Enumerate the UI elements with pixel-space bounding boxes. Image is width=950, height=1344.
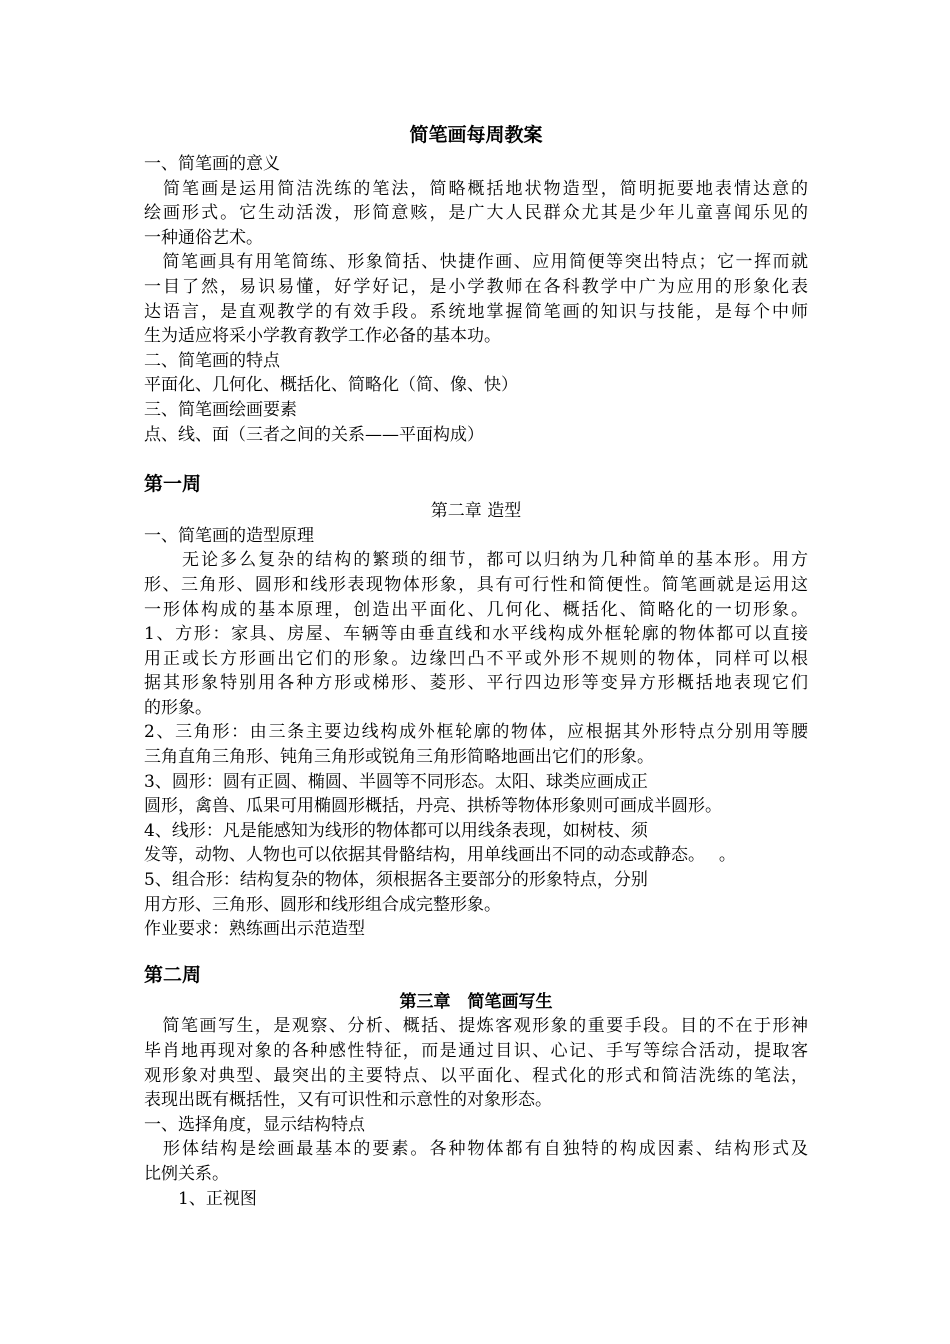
chapter-heading: 第二章 造型 <box>430 501 522 522</box>
spacer <box>144 447 808 469</box>
paragraph-line: 据其形象特别用各种方形或梯形、菱形、平行四边形等变异方形概括地表现它们 <box>144 673 808 694</box>
paragraph-line: 简笔画写生，是观察、分析、概括、提炼客观形象的重要手段。目的不在于形神 <box>144 1016 808 1037</box>
paragraph-line: 表现出既有概括性，又有可识性和示意性的对象形态。 <box>144 1090 552 1111</box>
document-title: 简笔画每周教案 <box>409 124 543 146</box>
subsection-heading: 1、正视图 <box>144 1188 257 1209</box>
paragraph-line: 点、线、面（三者之间的关系——平面构成） <box>144 424 484 445</box>
paragraph-line: 比例关系。 <box>144 1163 229 1184</box>
paragraph-line: 一种通俗艺术。 <box>144 227 263 248</box>
paragraph-line: 的形象。 <box>144 697 212 718</box>
paragraph-line: 平面化、几何化、概括化、简略化（简、像、快） <box>144 375 518 396</box>
paragraph-line: 2、三角形：由三条主要边线构成外框轮廓的物体，应根据其外形特点分别用等腰 <box>144 722 808 743</box>
assignment-line: 作业要求：熟练画出示范造型 <box>144 919 365 940</box>
week-heading: 第二周 <box>144 963 202 986</box>
spacer <box>144 942 808 960</box>
paragraph-line: 一目了然，易识易懂，好学好记，是小学教师在各科教学中广为应用的形象化表 <box>144 276 808 297</box>
paragraph-line: 形体结构是绘画最基本的要素。各种物体都有自独特的构成因素、结构形式及 <box>144 1139 808 1160</box>
paragraph-line: 简笔画具有用笔简练、形象简括、快捷作画、应用简便等突出特点；它一挥而就 <box>144 252 808 273</box>
paragraph-line: 4、线形：凡是能感知为线形的物体都可以用线条表现，如树枝、须 <box>144 820 648 841</box>
paragraph-line: 圆形，禽兽、瓜果可用椭圆形概括，丹亮、拱桥等物体形象则可画成半圆形。 <box>144 796 722 817</box>
paragraph-line: 形、三角形、圆形和线形表现物体形象，具有可行性和简便性。简笔画就是运用这 <box>144 574 808 595</box>
section-heading: 一、选择角度，显示结构特点 <box>144 1114 365 1135</box>
paragraph-line: 发等，动物、人物也可以依据其骨骼结构，用单线画出不同的动态或静态。 。 <box>144 845 736 866</box>
paragraph-line: 达语言，是直观教学的有效手段。系统地掌握简笔画的知识与技能，是每个中师 <box>144 301 808 322</box>
paragraph-line: 观形象对典型、最突出的主要特点、以平面化、程式化的形式和简洁洗练的笔法， <box>144 1065 808 1086</box>
paragraph-line: 用正或长方形画出它们的形象。边缘凹凸不平或外形不规则的物体，同样可以根 <box>144 648 808 669</box>
paragraph-line: 毕肖地再现对象的各种感性特征，而是通过目识、心记、手写等综合活动，提取客 <box>144 1041 808 1061</box>
section-heading: 一、简笔画的造型原理 <box>144 525 314 546</box>
paragraph-line: 一形体构成的基本原理，创造出平面化、几何化、概括化、简略化的一切形象。 <box>144 599 808 620</box>
paragraph-line: 简笔画是运用简洁洗练的笔法，简略概括地状物造型，简明扼要地表情达意的 <box>144 178 808 199</box>
paragraph-line: 5、组合形：结构复杂的物体，须根据各主要部分的形象特点，分别 <box>144 870 648 891</box>
paragraph-line: 1、方形：家具、房屋、车辆等由垂直线和水平线构成外框轮廓的物体都可以直接 <box>144 624 808 645</box>
paragraph-line: 3、圆形：圆有正圆、椭圆、半圆等不同形态。太阳、球类应画成正 <box>144 771 648 792</box>
paragraph-line: 无论多么复杂的结构的繁琐的细节，都可以归纳为几种简单的基本形。用方 <box>144 550 808 571</box>
section-heading: 一、简笔画的意义 <box>144 154 280 174</box>
paragraph-line: 三角直角三角形、钝角三角形或锐角三角形简略地画出它们的形象。 <box>144 747 654 768</box>
section-heading: 二、简笔画的特点 <box>144 350 280 371</box>
week-heading: 第一周 <box>144 473 202 496</box>
chapter-heading: 第三章 简笔画写生 <box>399 991 553 1012</box>
paragraph-line: 用方形、三角形、圆形和线形组合成完整形象。 <box>144 894 501 915</box>
paragraph-line: 绘画形式。它生动活泼，形简意赅，是广大人民群众尤其是少年儿童喜闻乐见的 <box>144 203 808 224</box>
section-heading: 三、简笔画绘画要素 <box>144 399 297 420</box>
document-page <box>144 118 808 1211</box>
paragraph-line: 生为适应将采小学教育教学工作必备的基本功。 <box>144 326 501 347</box>
